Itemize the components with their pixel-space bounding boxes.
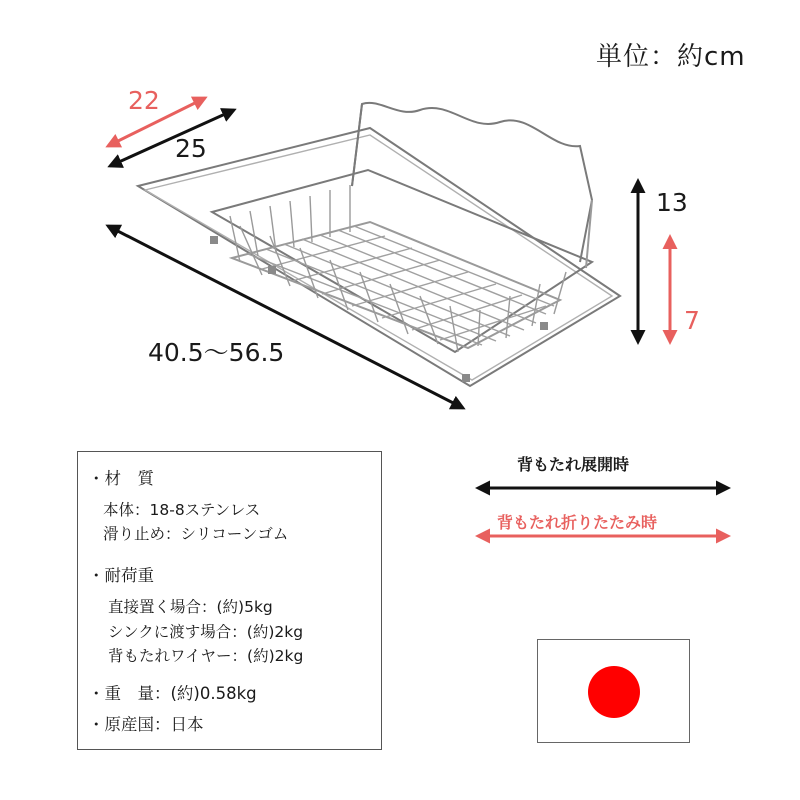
load-direct: 直接置く場合：(約)5kg (108, 598, 273, 616)
depth-folded-label: 22 (128, 86, 160, 115)
height-folded-label: 7 (684, 306, 700, 335)
legend-unfolded-label: 背もたれ展開時 (517, 455, 630, 474)
slip-material: 滑り止め：シリコーンゴム (103, 525, 289, 543)
material-heading: ・材 質 (88, 469, 154, 488)
body-material: 本体：18-8ステンレス (103, 501, 261, 519)
load-sink: シンクに渡す場合：(約)2kg (108, 623, 304, 641)
load-heading: ・耐荷重 (88, 566, 154, 585)
spec-box (77, 451, 382, 750)
depth-unfolded-arrow (110, 110, 234, 166)
flag-sun (588, 666, 640, 718)
load-wire: 背もたれワイヤー：(約)2kg (108, 647, 304, 665)
height-unfolded-label: 13 (656, 188, 688, 217)
unit-label: 単位：約cm (596, 42, 746, 72)
depth-unfolded-label: 25 (175, 134, 207, 163)
origin-line: ・原産国：日本 (88, 715, 204, 734)
weight-line: ・重 量：(約)0.58kg (88, 684, 257, 703)
legend-unfolded-arrow (470, 476, 736, 500)
legend-folded-arrow (470, 524, 736, 548)
width-label: 40.5～56.5 (148, 338, 285, 367)
legend-folded-label: 背もたれ折りたたみ時 (497, 513, 658, 532)
japan-flag-icon (537, 639, 690, 743)
